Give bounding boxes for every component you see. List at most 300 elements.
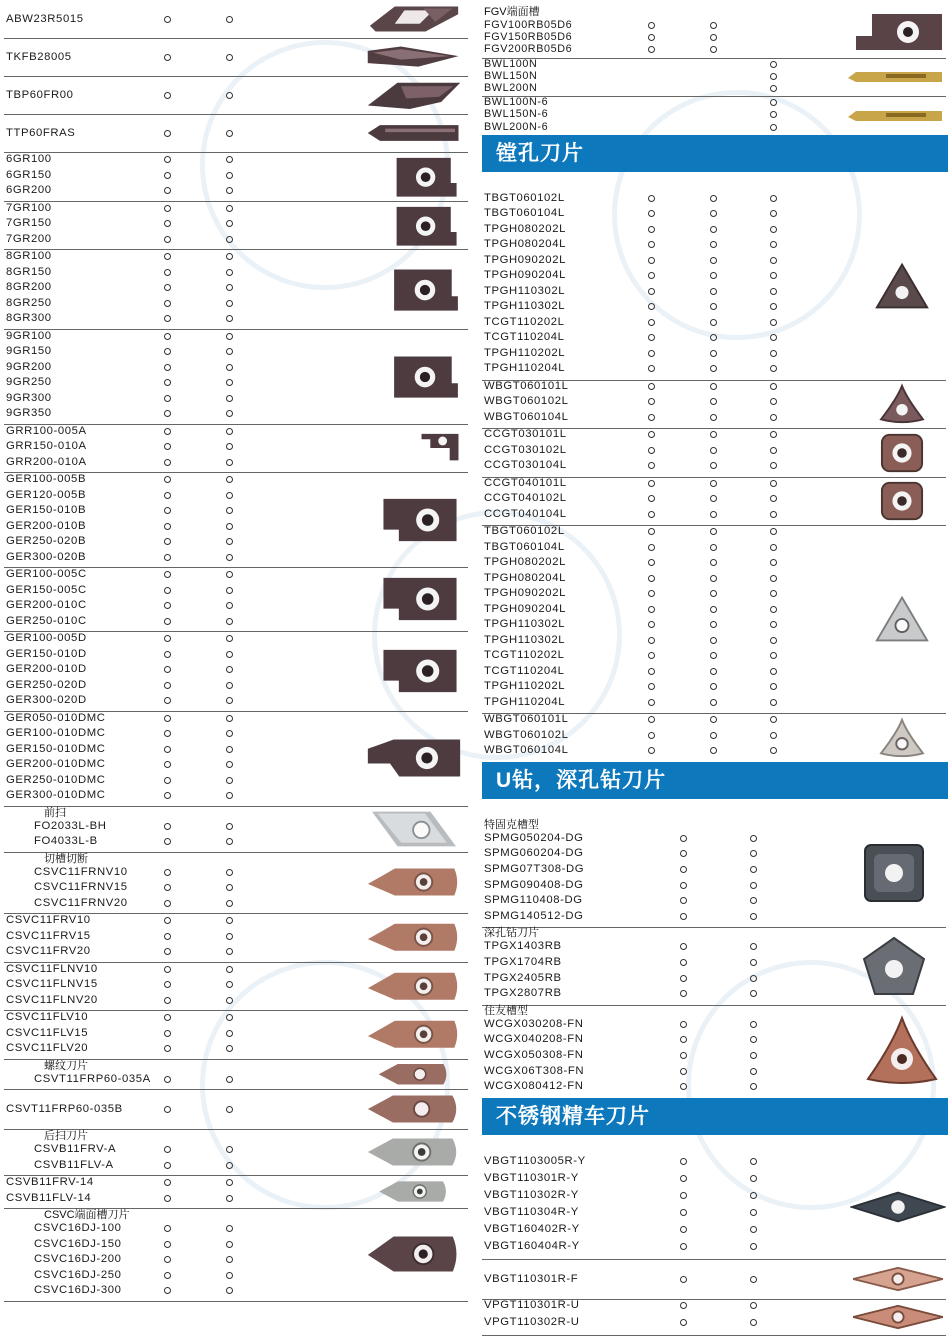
model-code: TPGX1704RB [484,956,562,968]
model-code: TCGT110204L [484,331,565,344]
gr-insert-icon [391,154,462,204]
gr-insert-icon [390,351,462,406]
model-code: WBGT060104L [484,410,569,423]
availability-mark [770,747,777,754]
availability-mark [770,544,777,551]
wcgx-insert-icon [864,1015,940,1092]
availability-mark [770,606,777,613]
availability-mark [680,835,687,842]
row-divider [4,38,468,39]
availability-mark [226,1195,233,1202]
rhombic-insert-icon [878,479,926,528]
model-code: 8GR150 [6,265,52,278]
availability-mark [710,637,717,644]
availability-mark [750,1021,757,1028]
availability-mark [770,495,777,502]
section-banner: 镗孔刀片 [482,135,948,172]
availability-mark [770,590,777,597]
model-code: WCGX06T308-FN [484,1064,585,1077]
availability-mark [648,257,655,264]
availability-mark [770,699,777,706]
model-code: WBGT060104L [484,744,569,757]
availability-mark [164,981,171,988]
availability-mark [770,559,777,566]
availability-mark [648,34,655,41]
availability-mark [226,364,233,371]
model-code: GER200-010D [6,663,87,675]
availability-mark [750,1302,757,1309]
availability-mark [226,746,233,753]
availability-mark [770,350,777,357]
availability-mark [164,1106,171,1113]
model-code: GER150-010D [6,647,87,660]
model-code: CSVB11FLV-14 [6,1191,92,1204]
availability-mark [226,1225,233,1232]
model-code: TPGH090204L [484,269,566,282]
availability-mark [680,1192,687,1199]
model-code: 7GR200 [6,232,52,245]
availability-mark [226,220,233,227]
vbgt-bronze-insert-icon [850,1265,946,1298]
model-code: 8GR100 [6,250,52,262]
availability-mark [680,850,687,857]
availability-mark [710,732,717,739]
availability-mark [226,1272,233,1279]
availability-mark [770,621,777,628]
availability-mark [648,683,655,690]
availability-mark [164,602,171,609]
model-code: TTP60FRAS [6,127,76,139]
availability-mark [164,348,171,355]
model-code: 7GR100 [6,201,52,214]
pentagon-insert-icon [861,935,927,1002]
row-divider [482,1005,946,1006]
availability-mark [164,1076,171,1083]
section-banner: U钻，深孔钻刀片 [482,762,948,799]
availability-mark [164,507,171,514]
model-code: CSVC11FLV10 [6,1011,89,1023]
model-code: GER150-010B [6,504,87,516]
model-code: TBGT060104L [484,207,565,220]
availability-mark [164,269,171,276]
availability-mark [680,1276,687,1283]
model-code: 6GR100 [6,153,52,165]
availability-mark [164,379,171,386]
availability-mark [680,1158,687,1165]
availability-mark [750,1052,757,1059]
availability-mark [770,431,777,438]
availability-mark [710,716,717,723]
availability-mark [226,269,233,276]
model-code: CSVB11FRV-14 [6,1176,94,1188]
model-code: VBGT160402R-Y [484,1222,580,1235]
model-code: TBGT060102L [484,191,565,204]
availability-mark [164,823,171,830]
availability-mark [164,730,171,737]
availability-mark [164,538,171,545]
availability-mark [750,897,757,904]
row-divider [482,58,946,59]
model-code: CSVC16DJ-250 [34,1268,122,1281]
model-code: GER200-010B [6,519,87,532]
group-label: FGV端面槽 [484,6,540,18]
availability-mark [226,379,233,386]
availability-mark [164,1162,171,1169]
row-divider [482,1259,946,1260]
model-code: GRR100-005A [6,424,87,437]
availability-mark [648,699,655,706]
availability-mark [164,333,171,340]
availability-mark [226,1146,233,1153]
group-label: 后扫刀片 [44,1130,88,1142]
availability-mark [770,511,777,518]
availability-mark [226,823,233,830]
group-label: 深孔钻刀片 [484,927,539,940]
availability-mark [710,544,717,551]
availability-mark [648,447,655,454]
model-code: TPGH110202L [484,346,566,359]
availability-mark [680,959,687,966]
model-code: CSVC11FRNV15 [34,881,128,893]
availability-mark [164,900,171,907]
model-code: TPGH090204L [484,602,566,615]
availability-mark [770,683,777,690]
availability-mark [226,900,233,907]
model-code: GER200-010DMC [6,758,106,770]
availability-mark [680,1243,687,1250]
model-code: WBGT060101L [484,713,569,726]
model-code: FO2033L-BH [34,819,107,832]
availability-mark [226,869,233,876]
availability-mark [750,943,757,950]
availability-mark [680,975,687,982]
availability-mark [648,398,655,405]
availability-mark [226,730,233,737]
model-code: CSVC11FLNV20 [6,993,98,1006]
availability-mark [750,1319,757,1326]
model-code: 9GR100 [6,329,52,342]
availability-mark [680,1209,687,1216]
availability-mark [226,54,233,61]
model-code: GER250-020B [6,535,87,547]
availability-mark [164,395,171,402]
availability-mark [226,1287,233,1294]
model-code: WCGX030208-FN [484,1017,584,1030]
availability-mark [226,997,233,1004]
availability-mark [226,1106,233,1113]
model-code: VPGT110302R-U [484,1315,580,1328]
availability-mark [770,716,777,723]
availability-mark [710,462,717,469]
availability-mark [226,410,233,417]
availability-mark [680,943,687,950]
availability-mark [226,333,233,340]
availability-mark [226,428,233,435]
availability-mark [226,981,233,988]
model-code: TPGH090202L [484,587,566,600]
model-code: GER150-005C [6,583,87,596]
availability-mark [164,54,171,61]
model-code: TPGX1403RB [484,940,562,953]
availability-mark [648,195,655,202]
availability-mark [164,651,171,658]
availability-mark [164,792,171,799]
model-code: CCGT040102L [484,492,567,505]
availability-mark [226,236,233,243]
availability-mark [164,1045,171,1052]
model-code: TPGH110202L [484,680,566,693]
availability-mark [750,850,757,857]
model-code: SPMG060204-DG [484,847,584,860]
availability-mark [710,414,717,421]
availability-mark [680,1021,687,1028]
section-banner: 不锈钢精车刀片 [482,1098,948,1135]
row-divider [4,114,468,115]
availability-mark [710,431,717,438]
model-code: VBGT1103005R-Y [484,1154,586,1167]
availability-mark [648,46,655,53]
availability-mark [164,1146,171,1153]
availability-mark [648,414,655,421]
model-code: WBGT060102L [484,395,569,408]
model-code: WBGT060102L [484,728,569,741]
tkfb-insert-icon [366,43,462,76]
model-code: FGV100RB05D6 [484,19,573,31]
model-code: WBGT060101L [484,379,569,392]
availability-mark [710,288,717,295]
availability-mark [164,156,171,163]
availability-mark [164,571,171,578]
availability-mark [226,253,233,260]
model-code: GER120-005B [6,488,87,501]
availability-mark [648,652,655,659]
model-code: GER300-020D [6,694,87,706]
availability-mark [226,130,233,137]
model-code: TCGT110204L [484,664,565,677]
model-code: GER200-010C [6,599,87,611]
availability-mark [164,492,171,499]
bwl-insert-icon [846,68,946,91]
model-code: VBGT110301R-Y [484,1171,579,1184]
availability-mark [226,523,233,530]
model-code: GER300-020B [6,550,87,563]
availability-mark [164,997,171,1004]
availability-mark [226,554,233,561]
availability-mark [710,652,717,659]
availability-mark [226,966,233,973]
availability-mark [164,777,171,784]
model-code: TBGT060104L [484,540,565,553]
availability-mark [648,511,655,518]
model-code: CSVC11FRNV10 [34,865,128,878]
row-divider [4,1301,468,1302]
availability-mark [226,618,233,625]
availability-mark [648,544,655,551]
model-code: CSVC16DJ-200 [34,1253,122,1265]
availability-mark [648,462,655,469]
availability-mark [648,226,655,233]
availability-mark [164,172,171,179]
model-code: TPGH110302L [484,633,566,646]
availability-mark [770,334,777,341]
availability-mark [164,300,171,307]
availability-mark [164,443,171,450]
availability-mark [750,1158,757,1165]
availability-mark [226,1076,233,1083]
model-code: TPGH110204L [484,362,566,375]
model-code: TPGH080204L [484,238,566,251]
availability-mark [226,666,233,673]
availability-mark [750,1068,757,1075]
availability-mark [648,495,655,502]
availability-mark [680,990,687,997]
model-code: GER250-020D [6,678,87,691]
availability-mark [710,447,717,454]
availability-mark [770,226,777,233]
availability-mark [648,288,655,295]
row-divider [482,927,946,928]
availability-mark [226,476,233,483]
availability-mark [710,668,717,675]
availability-mark [226,933,233,940]
availability-mark [770,124,777,131]
availability-mark [226,507,233,514]
availability-mark [710,747,717,754]
availability-mark [164,205,171,212]
availability-mark [164,746,171,753]
model-code: GRR150-010A [6,440,87,452]
availability-mark [710,559,717,566]
model-code: TPGX2405RB [484,971,562,984]
availability-mark [770,462,777,469]
model-code: FGV200RB05D6 [484,43,573,56]
bwl-insert-icon [846,107,946,130]
availability-mark [710,334,717,341]
availability-mark [164,459,171,466]
availability-mark [680,866,687,873]
availability-mark [770,365,777,372]
availability-mark [648,732,655,739]
availability-mark [648,747,655,754]
availability-mark [648,22,655,29]
model-code: CSVB11FLV-A [34,1158,114,1171]
csvt-insert-icon [366,1061,462,1093]
availability-mark [164,1272,171,1279]
availability-mark [164,1179,171,1186]
model-code: TBGT060102L [484,525,565,538]
model-code: GER100-005C [6,568,87,580]
model-code: BWL100N-6 [484,96,549,109]
availability-mark [226,443,233,450]
model-code: VBGT110304R-Y [484,1205,579,1218]
model-code: CSVC11FLV20 [6,1042,89,1054]
availability-mark [750,1243,757,1250]
model-code: CCGT030101L [484,428,567,441]
availability-mark [226,492,233,499]
availability-mark [226,156,233,163]
model-code: BWL200N-6 [484,120,549,133]
availability-mark [770,652,777,659]
model-code: TPGH110204L [484,695,566,708]
model-code: CSVT11FRP60-035A [34,1072,151,1085]
square-insert-icon [862,842,926,909]
model-code: TPGH110302L [484,618,566,631]
model-code: GER250-010DMC [6,773,106,786]
csvc-insert-icon [366,1012,462,1062]
group-label: 螺纹刀片 [44,1059,88,1072]
row-divider [4,201,468,202]
availability-mark [750,975,757,982]
availability-mark [226,395,233,402]
gr-insert-icon [391,203,462,253]
availability-mark [226,1179,233,1186]
availability-mark [710,480,717,487]
availability-mark [710,699,717,706]
model-code: CCGT030102L [484,443,567,456]
model-code: 8GR200 [6,281,52,293]
availability-mark [750,913,757,920]
availability-mark [770,288,777,295]
availability-mark [710,495,717,502]
availability-mark [164,1014,171,1021]
availability-mark [770,398,777,405]
availability-mark [226,1162,233,1169]
availability-mark [680,1226,687,1233]
availability-mark [750,866,757,873]
model-code: VBGT110301R-F [484,1272,579,1285]
availability-mark [226,635,233,642]
csvc-insert-icon [366,964,462,1014]
availability-mark [750,1192,757,1199]
availability-mark [226,1241,233,1248]
model-code: 9GR150 [6,345,52,357]
availability-mark [226,300,233,307]
model-code: TCGT110202L [484,315,565,328]
availability-mark [680,1052,687,1059]
availability-mark [710,590,717,597]
availability-mark [226,697,233,704]
model-code: CSVC11FRNV20 [34,896,128,909]
availability-mark [648,528,655,535]
fgv-insert-icon [854,10,946,59]
availability-mark [226,187,233,194]
availability-mark [680,1319,687,1326]
row-divider [4,1089,468,1090]
availability-mark [750,1209,757,1216]
model-code: BWL100N [484,57,538,70]
availability-mark [226,587,233,594]
availability-mark [164,428,171,435]
availability-mark [226,682,233,689]
availability-mark [226,917,233,924]
availability-mark [770,637,777,644]
csvb-insert-icon [366,1177,462,1211]
availability-mark [770,575,777,582]
availability-mark [226,348,233,355]
ger-insert-icon [378,574,462,629]
availability-mark [226,459,233,466]
availability-mark [710,257,717,264]
availability-mark [164,933,171,940]
model-code: WCGX040208-FN [484,1033,584,1046]
availability-mark [164,618,171,625]
availability-mark [164,315,171,322]
model-code: 7GR150 [6,217,52,229]
model-code: CSVT11FRP60-035B [6,1103,123,1115]
availability-mark [710,226,717,233]
availability-mark [770,528,777,535]
availability-mark [164,364,171,371]
